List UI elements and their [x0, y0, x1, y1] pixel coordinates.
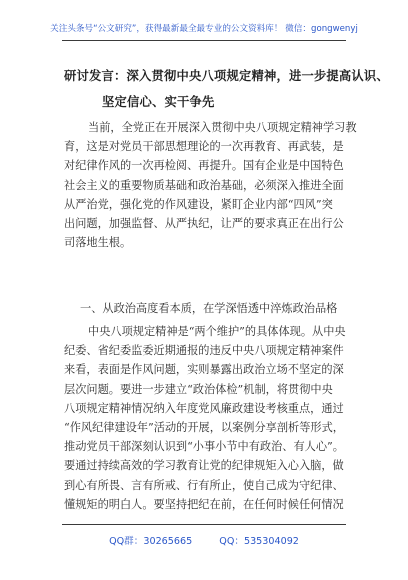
page-header-banner: 关注头条号“公文研究”，获得最新最全最专业的公文资料库！ 微信：gongwenyj [50, 24, 358, 34]
text-line: 中央八项规定精神是“两个维护”的具体体现。从中央 [88, 325, 346, 338]
text-line: “作风纪律建设年”活动的开展，以案例分享剖析等形式， [64, 420, 344, 434]
paragraph-intro [64, 118, 357, 252]
footer-qq-contact: QQ：535304092 [219, 536, 299, 547]
text-line: 育，这是对党员干部思想理论的一次再教育、再武装，是 [64, 140, 344, 154]
text-line: 推动党员干部深刻认识到“小事小节中有政治、有人心”。 [64, 440, 344, 454]
text-line: 司落地生根。 [64, 236, 132, 250]
section-heading-1: 一、从政治高度看本质，在学深悟透中淬炼政治品格 [80, 302, 338, 315]
document-title-line-2: 坚定信心、实干争先 [102, 94, 215, 109]
text-line: 八项规定精神情况纳入年度党风廉政建设考核重点，通过 [64, 401, 344, 415]
text-line: 懂规矩的明白人。要坚持把纪在前，在任何时候任何情况 [64, 497, 344, 511]
text-line: 当前，全党正在开展深入贯彻中央八项规定精神学习教 [88, 121, 357, 134]
text-line: 对纪律作风的一次再检阅、再提升。国有企业是中国特色 [64, 159, 344, 173]
footer-qq-group: QQ群：30265665 [109, 536, 193, 547]
text-line: 来看，表面是作风问题，实则暴露出政治立场不坚定的深 [64, 363, 344, 377]
text-line: 社会主义的重要物质基础和政治基础，必须深入推进全面 [64, 178, 344, 192]
text-line: 出问题，加强监督、从严执纪，让严的要求真正在出行公 [64, 216, 344, 230]
paragraph-section-1 [64, 322, 346, 514]
text-line: 层次问题。要进一步建立“政治体检”机制，将贯彻中央 [64, 382, 333, 396]
text-line: 纪委、省纪委监委近期通报的违反中央八项规定精神案件 [64, 344, 344, 358]
header-divider [62, 40, 346, 41]
text-line: 从严治党，强化党的作风建设，紧盯企业内部“四风”突 [64, 197, 333, 211]
footer-divider [62, 524, 346, 525]
document-title-line-1: 研讨发言：深入贯彻中央八项规定精神，进一步提高认识、 [64, 68, 389, 83]
text-line: 要通过持续高效的学习教育让党的纪律规矩入心入脑，做 [64, 459, 344, 473]
page-footer [0, 533, 408, 547]
text-line: 到心有所畏、言有所戒、行有所止，使自己成为守纪律、 [64, 478, 344, 492]
